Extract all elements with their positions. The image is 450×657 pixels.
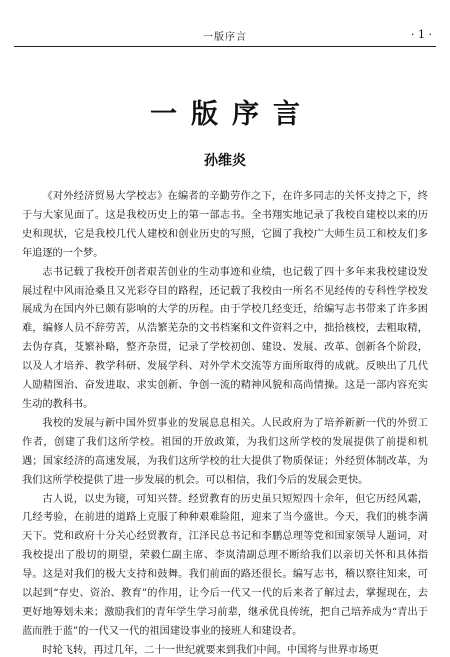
page-number: · 1 · xyxy=(411,28,432,41)
header-rule xyxy=(14,46,436,47)
paragraph: 古人说，以史为镜，可知兴替。经贸教育的历史虽只短短四十余年，但它历经风霜，几经考验，在前进的道路上克服了种种艰难险阻，迎来了当今盛世。今天，我们的桃李满天下。党和政府十分关心经贸教育，江泽民总书记和李鹏总理等党和国家领导人题词，对我校提出了殷切的期望，荣毅仁副主席、李岚清副总理不断给我们以亲切关怀和具体指导。这是对我们的极大支持和鼓舞。我们前面的路还很长。编写志书，稽以察往知来，可以起到“存史、资治、教育”的作用，让今后一代又一代的后来者了解过去，掌握现在，去更好地筹划未来；激励我们的青年学生学习前辈，继承优良传统，把自己培养成为“青出于蓝而胜于蓝”的一代又一代的祖国建设事业的接班人和建设者。 xyxy=(22,493,428,637)
page-title: 一版序言 xyxy=(150,99,314,130)
paragraph: 时轮飞转，再过几年，二十一世纪就要来到我们中间。中国将与世界市场更 xyxy=(42,644,379,655)
paragraph: 《对外经济贸易大学校志》在编者的辛勤劳作之下，在许多同志的关怀支持之下，终于与大家见面了。这是我校历史上的第一部志书。全书翔实地记录了我校自建校以来的历史和现状，它是我校几代人建校和创业历史的写照，它圆了我校广大师生员工和校友们多年追逐的一个梦。 xyxy=(22,191,428,259)
body-text xyxy=(22,188,428,655)
paragraph: 我校的发展与新中国外贸事业的发展息息相关。人民政府为了培养新新一代的外贸工作者，创建了我们这所学校。祖国的开放政策，为我们这所学校的发展提供了前提和机遇；国家经济的高速发展，为我们这所学校的壮大提供了物质保证；外经贸体制改革，为我们这所学校提供了进一步发展的机会。可以相信，我们今后的发展会更快。 xyxy=(22,417,428,486)
paragraph: 志书记载了我校开创者艰苦创业的生动事迹和业绩，也记载了四十多年来我校建设发展过程中风雨沧桑且又光彩夺目的路程，还记载了我校由一所名不见经传的专科性学校发展成为在国内外已颇有影响的大学的历程。由于学校几经变迁，给编写志书带来了许多困难，编修人员不辞劳苦，从浩繁芜杂的文书档案和文件资料之中，拙拾核校，去粗取精，去伪存真，芟繁补略，整齐杂贯，记录了学校初创、建设、发展、改革、创新各个阶段，以及人才培养、教学科研、发展学科、对外学术交流等方面所取得的成就。反映出了几代人励精图治、奋发进取、求实创新、争创一流的精神风貌和高尚情操。这是一部内容充实生动的教科书。 xyxy=(22,266,428,410)
running-header xyxy=(14,28,436,46)
author-name: 孙维炎 xyxy=(204,153,246,169)
running-header-title: 一版序言 xyxy=(203,32,247,43)
